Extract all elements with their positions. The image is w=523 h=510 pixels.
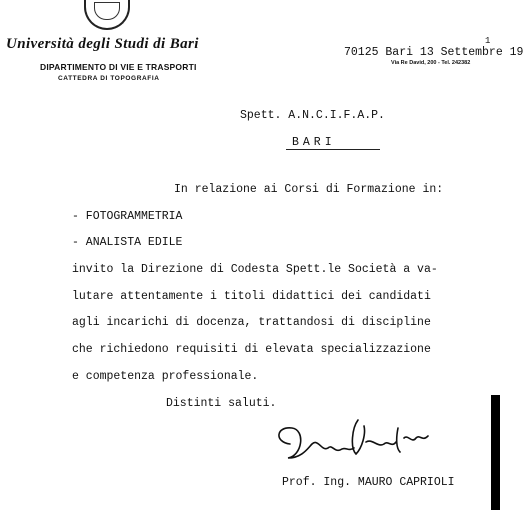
recipient-city: BARI xyxy=(292,136,336,149)
scan-edge-shadow xyxy=(491,395,500,510)
closing: Distinti saluti. xyxy=(166,397,277,410)
university-name: Università degli Studi di Bari xyxy=(6,36,199,52)
recipient-city-underline xyxy=(286,149,380,150)
body-line: agli incarichi di docenza, trattandosi di discipline xyxy=(72,316,431,329)
handwritten-signature xyxy=(266,408,434,466)
body-line: lutare attentamente i titoli didattici dei candidati xyxy=(72,290,431,303)
body-line: e competenza professionale. xyxy=(72,370,259,383)
address-line: Via Re David, 200 - Tel. 242382 xyxy=(391,60,471,66)
body-line: - ANALISTA EDILE xyxy=(72,236,183,249)
body-line: - FOTOGRAMMETRIA xyxy=(72,210,183,223)
city-date: 70125 Bari 13 Settembre 19 xyxy=(344,46,523,59)
department-name: DIPARTIMENTO DI VIE E TRASPORTI xyxy=(40,62,197,72)
body-line: In relazione ai Corsi di Formazione in: xyxy=(174,183,444,196)
body-line: che richiedono requisiti di elevata specializzazione xyxy=(72,343,431,356)
page-number: 1 xyxy=(485,36,491,46)
body-line: invito la Direzione di Codesta Spett.le Società a va- xyxy=(72,263,438,276)
signatory: Prof. Ing. MAURO CAPRIOLI xyxy=(282,476,455,489)
chair-name: CATTEDRA DI TOPOGRAFIA xyxy=(58,75,160,82)
recipient: Spett. A.N.C.I.F.A.P. xyxy=(240,109,385,122)
university-seal xyxy=(84,0,130,30)
